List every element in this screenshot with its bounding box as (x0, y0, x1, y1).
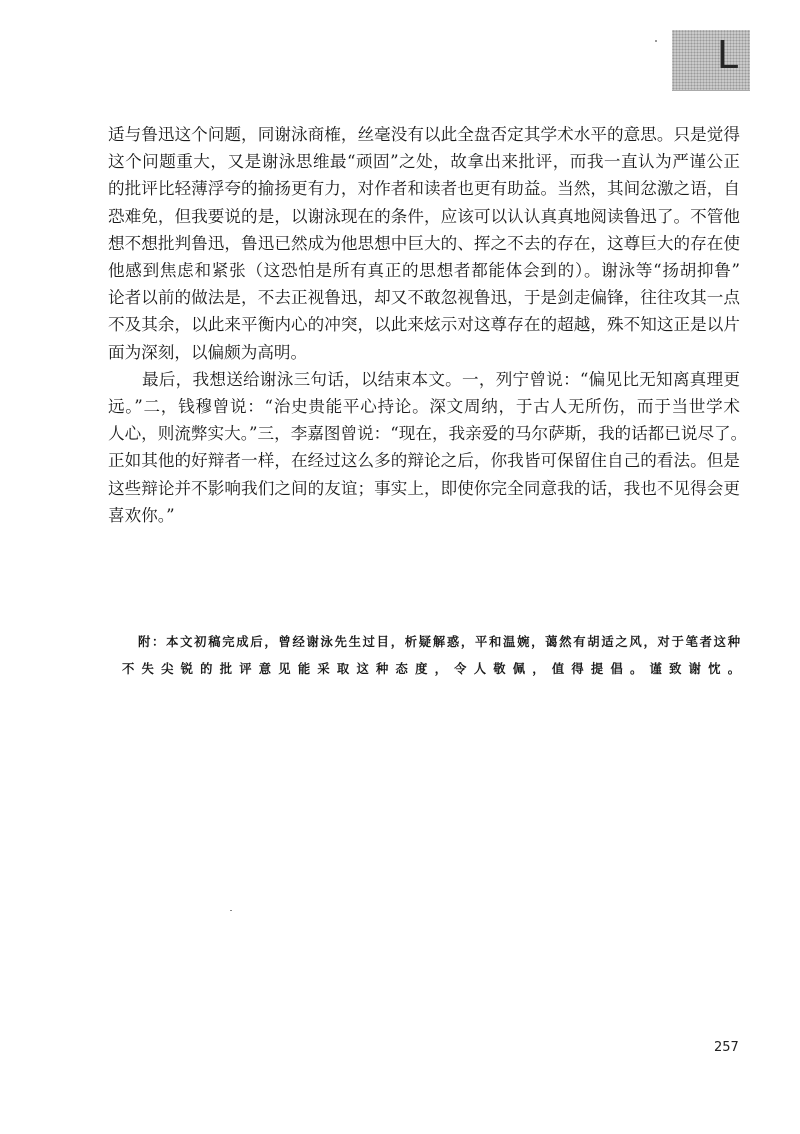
body-line: 喜欢你。” (108, 505, 175, 525)
body-line: 他感到焦虑和紧张（这恐怕是所有真正的思想者都能体会到的）。谢泳等“扬胡抑鲁” (108, 261, 740, 281)
body-text (108, 121, 748, 529)
body-line: 想不想批判鲁迅，鲁迅已然成为他思想中巨大的、挥之不去的存在，这尊巨大的存在使 (108, 233, 740, 253)
body-line: 论者以前的做法是，不去正视鲁迅，却又不敢忽视鲁迅，于是剑走偏锋，往往攻其一点 (108, 288, 740, 308)
scan-speck (230, 910, 232, 911)
body-line: 面为深刻，以偏颇为高明。 (108, 342, 308, 362)
body-line: 最后，我想送给谢泳三句话，以结束本文。一，列宁曾说：“偏见比无知离真理更 (142, 369, 740, 389)
footnote-line: 附：本文初稿完成后，曾经谢泳先生过目，析疑解惑，平和温婉，蔼然有胡适之风，对于笔者这种 (138, 635, 740, 649)
scan-speck (655, 40, 657, 42)
section-tab-marker (672, 30, 750, 90)
body-line: 人心，则流弊实大。”三，李嘉图曾说：“现在，我亲爱的马尔萨斯，我的话都已说尽了。 (108, 424, 748, 444)
body-line: 这些辩论并不影响我们之间的友谊；事实上，即使你完全同意我的话，我也不见得会更 (108, 478, 740, 498)
footnote-line: 不失尖锐的批评意见能采取这种态度，令人敬佩，值得提倡。谨致谢忱。 (122, 662, 740, 676)
body-line: 不及其余，以此来平衡内心的冲突，以此来炫示对这尊存在的超越，殊不知这正是以片 (108, 315, 740, 335)
section-tab-rule (672, 90, 750, 91)
section-tab-letter: L (716, 33, 738, 77)
body-line: 这个问题重大，又是谢泳思维最“顽固”之处，故拿出来批评，而我一直认为严谨公正 (108, 152, 740, 172)
body-line: 正如其他的好辩者一样，在经过这么多的辩论之后，你我皆可保留住自己的看法。但是 (108, 451, 740, 471)
body-line: 远。”二，钱穆曾说：“治史贵能平心持论。深文周纳，于古人无所伤，而于当世学术 (108, 397, 740, 417)
footnote (122, 629, 740, 683)
body-line: 恐难免，但我要说的是，以谢泳现在的条件，应该可以认认真真地阅读鲁迅了。不管他 (108, 206, 740, 226)
body-line: 适与鲁迅这个问题，同谢泳商榷，丝毫没有以此全盘否定其学术水平的意思。只是觉得 (108, 125, 740, 144)
body-line: 的批评比轻薄浮夸的揄扬更有力，对作者和读者也更有助益。当然，其间忿激之语，自 (108, 179, 740, 199)
page-number: 257 (714, 1040, 739, 1055)
